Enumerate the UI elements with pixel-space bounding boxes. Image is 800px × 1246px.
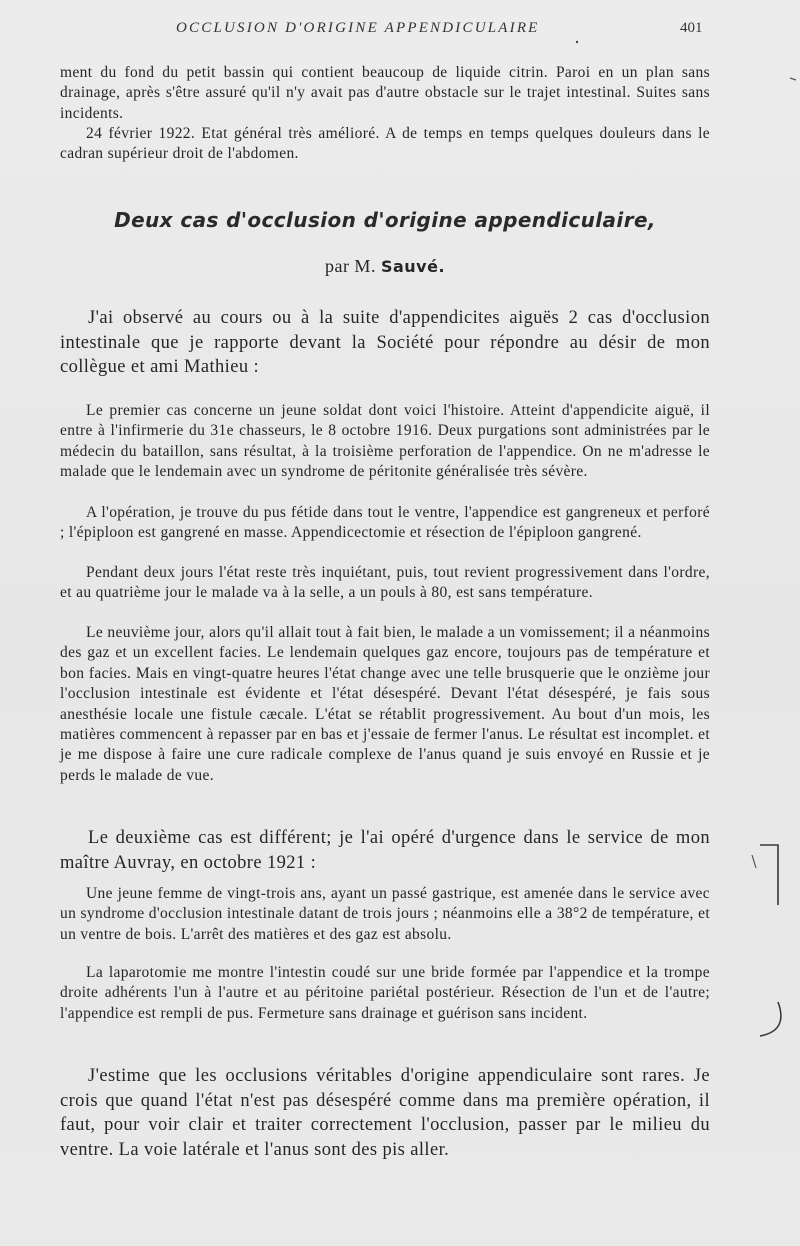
intro-paragraph-2: 24 février 1922. Etat général très amélioré. A de temps en temps quelques douleurs dans le cadran supérieur droit de l'abdomen. — [60, 125, 710, 163]
case-one-paragraph-2: A l'opération, je trouve du pus fétide dans tout le ventre, l'appendice est gangreneux et perforé ; l'épiploon est gangrené en masse. Appendicectomie et résection de l'épiploon gangrené. — [60, 504, 710, 542]
margin-hook-mark — [760, 1002, 781, 1036]
margin-tick-mark — [790, 78, 796, 80]
case-two-intro: Le deuxième cas est différent; je l'ai opéré d'urgence dans le service de mon maître Auvray, en octobre 1921 : — [60, 828, 710, 873]
case-two-paragraph-2: La laparotomie me montre l'intestin coudé sur une bride formée par l'appendice et la trompe droite adhérents l'un à l'autre et au péritoine pariétal postérieur. Résection de l'un et de l'autre; l'appendice est rempli de pus. Fermeture sans drainage et guérison sans incident. — [60, 964, 710, 1022]
page-number: 401 — [680, 20, 703, 36]
article-byline — [60, 256, 710, 277]
intro-paragraph-1: ment du fond du petit bassin qui contient beaucoup de liquide citrin. Paroi en un plan sans drainage, après s'être assuré qu'il n'y avait pas d'autre obstacle sur le trajet intestinal. Suites sans incidents. — [60, 64, 710, 122]
case-one-paragraph-3: Pendant deux jours l'état reste très inquiétant, puis, tout revient progressivement dans l'ordre, et au quatrième jour le malade va à la selle, a un pouls à 80, est sans température. — [60, 564, 710, 602]
case-one-paragraph-1: Le premier cas concerne un jeune soldat dont voici l'histoire. Atteint d'appendicite aiguë, il entre à l'infirmerie du 31e chasseurs, le 8 octobre 1916. Deux purgations sont administrées par le médecin du bataillon, sans résultat, à la troisième perforation de l'appendice. On ne m'adresse le malade que le lendemain avec un syndrome de péritonite généralisée très sévère. — [60, 402, 710, 481]
article-title: Deux cas d'occlusion d'origine appendiculaire, — [114, 208, 656, 232]
conclusion-paragraph: J'estime que les occlusions véritables d'origine appendiculaire sont rares. Je crois que quand l'état n'est pas désespéré comme dans ma première opération, il faut, pour voir clair et traiter correctement l'occlusion, passer par le milieu du ventre. La voie latérale et l'anus sont des pis aller. — [60, 1066, 710, 1160]
running-head-title: OCCLUSION D'ORIGINE APPENDICULAIRE — [176, 20, 540, 36]
case-two-paragraph-1: Une jeune femme de vingt-trois ans, ayant un passé gastrique, est amenée dans le service avec un syndrome d'occlusion intestinale datant de trois jours ; néanmoins elle a 38°2 de température, et un ventre de bois. L'arrêt des matières et des gaz est absolu. — [60, 885, 710, 943]
article-author: Sauvé. — [380, 257, 446, 276]
byline-prefix: par M. — [324, 256, 376, 276]
margin-small-tick-mark — [752, 855, 756, 868]
case-one-paragraph-4: Le neuvième jour, alors qu'il allait tout à fait bien, le malade a un vomissement; il a néanmoins des gaz et un excellent facies. Le lendemain quelques gaz encore, toujours pas de température et bon facies. Mais en vingt-quatre heures l'état change avec une telle brusquerie que le onzième jour l'occlusion intestinale est évidente et l'état désespéré. Devant l'état désespéré, je fais sous anesthésie locale une fistule cæcale. L'état se rétablit progressivement. Au bout d'un mois, les matières commencent à repasser par en bas et j'essaie de fermer l'anus. Le résultat est incomplet. et je me dispose à faire une cure radicale complexe de l'anus quand je suis envoyé en Russie et je perds le malade de vue. — [60, 624, 710, 784]
margin-dot — [576, 41, 578, 43]
opening-paragraph: J'ai observé au cours ou à la suite d'appendicites aiguës 2 cas d'occlusion intestinale que je rapporte devant la Société pour répondre au désir de mon collègue et ami Mathieu : — [60, 308, 710, 377]
margin-bracket-mark — [760, 845, 778, 905]
